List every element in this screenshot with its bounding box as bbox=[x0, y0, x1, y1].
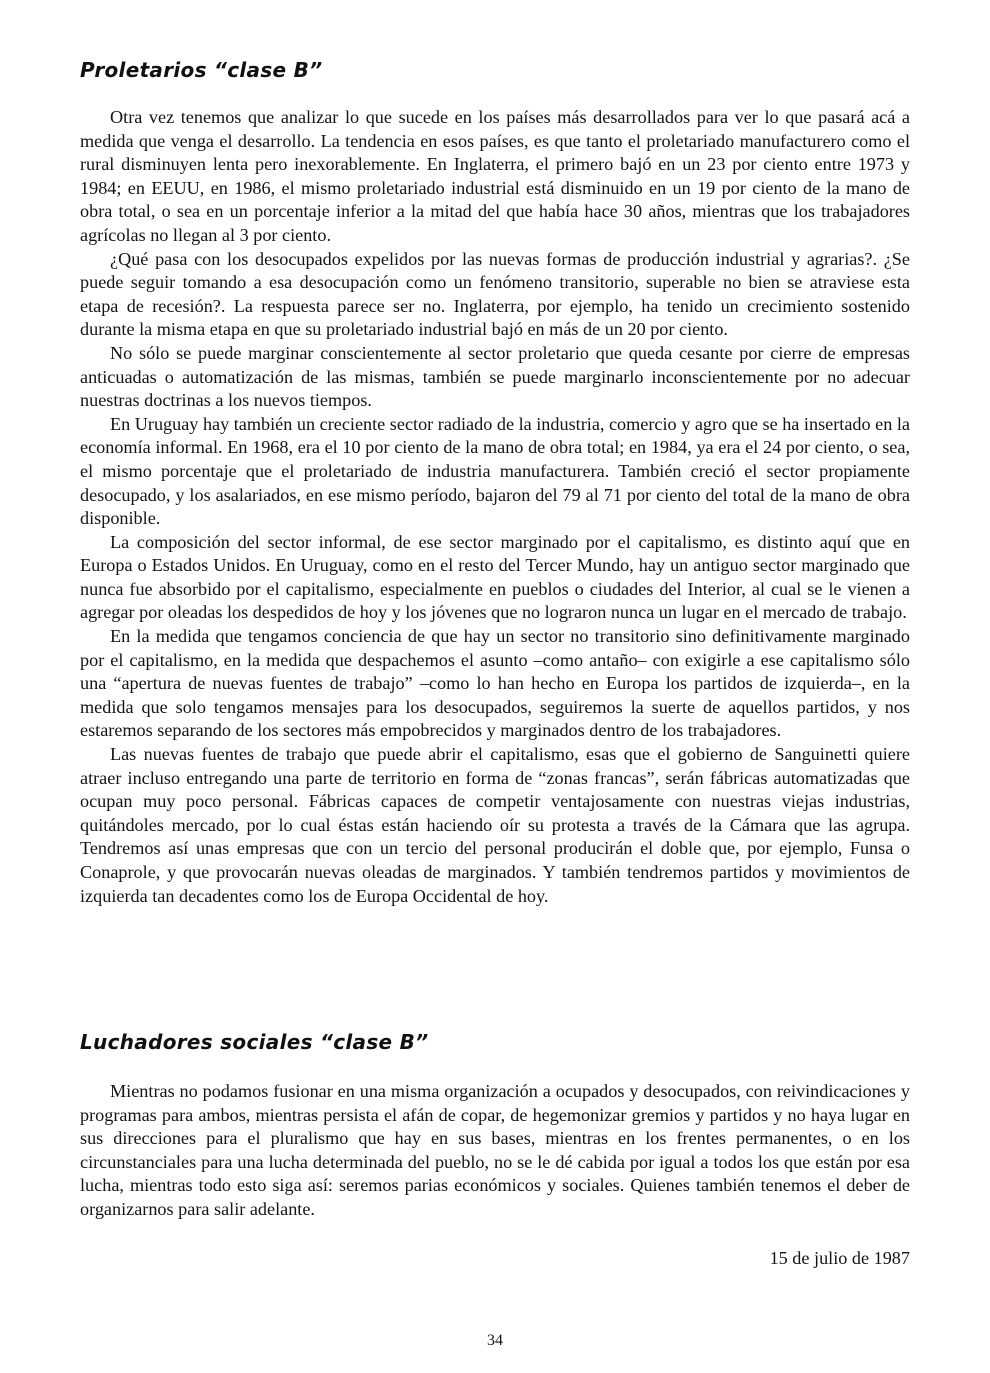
paragraph: En Uruguay hay también un creciente sector radiado de la industria, comercio y agro que se ha insertado en la economía informal. En 1968, era el 10 por ciento de la mano de obra total; en 1984, ya era el 24 por ciento, o sea, el mismo porcentaje que el proletariado de industria manufacturera. También creció el sector propiamente desocupado, y los asalariados, en ese mismo período, bajaron del 79 al 71 por ciento del total de la mano de obra disponible. bbox=[80, 413, 910, 529]
paragraph: No sólo se puede marginar conscientemente al sector proletario que queda cesante por cierre de empresas anticuadas o automatización de las mismas, también se puede marginarlo inconscientemente por no adecuar nuestras doctrinas a los nuevos tiempos. bbox=[80, 342, 910, 411]
paragraph: En la medida que tengamos conciencia de que hay un sector no transitorio sino definitivamente marginado por el capitalismo, en la medida que despachemos el asunto –como antaño– con exigirle a ese capitalismo sólo una “apertura de nuevas fuentes de trabajo” –como lo han hecho en Europa los partidos de izquierda–, en la medida que solo tengamos mensajes para los desocupados, seguiremos la suerte de aquellos partidos, y nos estaremos separando de los sectores más empobrecidos y marginados dentro de los trabajadores. bbox=[80, 626, 910, 741]
section-body-luchadores bbox=[80, 1080, 910, 1222]
document-date: 15 de julio de 1987 bbox=[769, 1248, 910, 1268]
paragraph: ¿Qué pasa con los desocupados expelidos por las nuevas formas de producción industrial y agrarias?. ¿Se puede seguir tomando a esa desocupación como un fenómeno transitorio, superable no bien se atraviese esta etapa de recesión?. La respuesta parece ser no. Inglaterra, por ejemplo, ha tenido un crecimiento sostenido durante la misma etapa en que su proletariado industrial bajó en más de un 20 por ciento. bbox=[80, 248, 910, 340]
section-body-proletarios bbox=[80, 106, 910, 908]
page-number: 34 bbox=[487, 1332, 503, 1349]
paragraph: Mientras no podamos fusionar en una misma organización a ocupados y desocupados, con reivindicaciones y programas para ambos, mientras persista el afán de copar, de hegemonizar gremios y partidos y no haya lugar en sus direcciones para el pluralismo que hay en sus bases, mientras en los frentes permanentes, o en los circunstanciales para una lucha determinada del pueblo, no se le dé cabida por igual a todos los que están por esa lucha, mientras todo esto siga así: seremos parias económicos y sociales. Quienes también tenemos el deber de organizarnos para salir adelante. bbox=[80, 1081, 910, 1219]
paragraph: La composición del sector informal, de ese sector marginado por el capitalismo, es distinto aquí que en Europa o Estados Unidos. En Uruguay, como en el resto del Tercer Mundo, hay un antiguo sector marginado que nunca fue absorbido por el capitalismo, especialmente en pueblos o ciudades del Interior, al cual se le vienen a agregar por oleadas los despedidos de hoy y los jóvenes que no lograron nunca un lugar en el mercado de trabajo. bbox=[80, 531, 910, 623]
paragraph: Otra vez tenemos que analizar lo que sucede en los países más desarrollados para ver lo que pasará acá a medida que venga el desarrollo. La tendencia en esos países, es que tanto el proletariado manufacturero como el rural disminuyen lenta pero inexorablemente. En Inglaterra, el primero bajó en un 23 por ciento entre 1973 y 1984; en EEUU, en 1986, el mismo proletariado industrial está disminuido en un 19 por ciento de la mano de obra total, o sea en un porcentaje inferior a la mitad del que había hace 30 años, mientras que los trabajadores agrícolas no llegan al 3 por ciento. bbox=[80, 107, 910, 245]
section-heading-proletarios: Proletarios “clase B” bbox=[80, 58, 323, 82]
paragraph: Las nuevas fuentes de trabajo que puede abrir el capitalismo, esas que el gobierno de Sanguinetti quiere atraer incluso entregando una parte de territorio en forma de “zonas francas”, serán fábricas automatizadas que ocupan muy poco personal. Fábricas capaces de competir ventajosamente con nuestras viejas industrias, quitándoles mercado, por lo cual éstas están haciendo oír su protesta a través de la Cámara que las agrupa. Tendremos así unas empresas que con un tercio del personal producirán el doble que, por ejemplo, Funsa o Conaprole, y que provocarán nuevas oleadas de marginados. Y también tendremos partidos y movimientos de izquierda tan decadentes como los de Europa Occidental de hoy. bbox=[80, 744, 910, 906]
section-heading-luchadores: Luchadores sociales “clase B” bbox=[80, 1030, 429, 1054]
